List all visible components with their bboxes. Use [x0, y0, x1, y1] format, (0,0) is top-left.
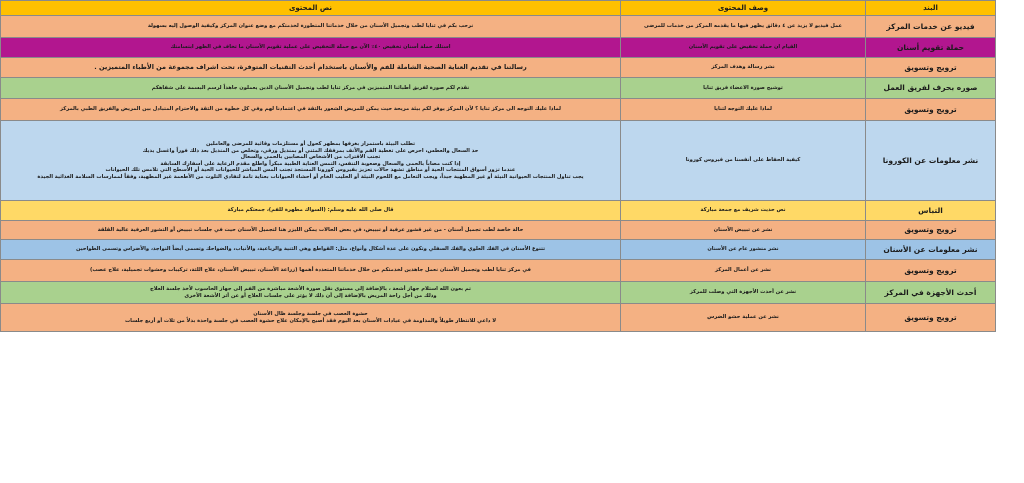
table-row: [1, 282, 996, 304]
cell-item[interactable]: ترويج وتسويق: [866, 221, 996, 240]
table-row: [1, 201, 996, 221]
cell-description[interactable]: نص حديث شريف مع جمعة مباركة: [621, 201, 866, 221]
cell-item[interactable]: ترويج وتسويق: [866, 260, 996, 282]
header-item[interactable]: البند: [866, 1, 996, 16]
cell-item[interactable]: ترويج وتسويق: [866, 58, 996, 78]
cell-text[interactable]: قال صلى الله عليه وسلم: (السواك مطهرة للفم)، جمعتكم مباركة: [1, 201, 621, 221]
cell-description[interactable]: نشر عن أحدث الأجهزة التي وصلت للمركز: [621, 282, 866, 304]
cell-text[interactable]: حالة خاصة لطب تجميل أسنان - من غير قشور عرفية أو تبييض، في بعض الحالات يمكن الليزر هنا لتجميل الأسنان حيث في جلسات تبييض أو التشور العرفية عالية القلقة: [1, 221, 621, 240]
cell-description[interactable]: نشر رسالة وهدف المركز: [621, 58, 866, 78]
cell-item[interactable]: التباس: [866, 201, 996, 221]
table-row: [1, 78, 996, 99]
table-row: [1, 16, 996, 38]
table-row: [1, 221, 996, 240]
cell-description[interactable]: توشيح صورة الاعضاء فريق ثنايا: [621, 78, 866, 99]
table-row: [1, 304, 996, 332]
header-text[interactable]: نص المحتوى: [1, 1, 621, 16]
cell-description[interactable]: لماذا عليك التوجه لثنايا: [621, 99, 866, 121]
cell-item[interactable]: نشر معلومات عن الأسنان: [866, 240, 996, 260]
cell-description[interactable]: نشر عن أعمال المركز: [621, 260, 866, 282]
cell-text[interactable]: نرحب بكم في ثنايا لطب وتجميل الأسنان من خلال خدماتنا المتطورة لخدمتكم مع وضع عنوان المركز وكيفية الوصول إليه بسهولة: [1, 16, 621, 38]
cell-text[interactable]: تطلب البيئة باستمرار بغرفها بمطهر كحول أو مستلزمات وقائية للمرضى والعاملين حد السعال والعطس، احرص على تغطية الفم والأنف بمرفقك المثني أو بمنديل ورقي، وتخلص من المنديل بعد ذلك فوراً واغسل يديك تجنب الاقتراب من الأشخاص المصابين بالحمى والسعال إذا كنت مصاباً بالحمى والسعال وصعوبة التنفس، التمس العناية الطبية مبكراً واطلع مقدم الرعاية على أسفارك السابقة عندما تزور أسواق المنتجات الحية أو مناطق تشهد حالات تعزيز بفيروس كورونا المستجد تجنب المس المباشر للحيوانات الحية أو الأسطح التي تلامس تلك الحيوانات يجب تناول المنتجات الحيوانية النيئة أو غير المطهية جيداً، ويجب التعامل مع اللحوم النيئة أو الحليب الخام أو أحشاء الحيوانات بعناية تامة لتفادي التلوث من الأطعمة غير المطهية، وفقاً لممارسات السلامة الغذائية الجيدة: [1, 121, 621, 201]
cell-text[interactable]: استلك حملة أسنان تخفيض ٤٠٪ الآن مع حملة التخفيض على عملية تقويم الأسنان ما تخاف في الظهر ابتسامتك: [1, 38, 621, 58]
table-row: [1, 99, 996, 121]
cell-text[interactable]: نقدم لكم صورة لفريق أطبائنا المتميزين في مركز ثنايا لطب وتجميل الأسنان الذين يعملون جاهداً لرسم البسمة على شفاهكم: [1, 78, 621, 99]
cell-description[interactable]: نشر عن عملية حشو الضرس: [621, 304, 866, 332]
header-description[interactable]: وصف المحتوى: [621, 1, 866, 16]
cell-text[interactable]: حشوة العصب في جلسة وجلسة ظال الأسنان لا داعي للانتظار طويلاً والمداومة في عيادات الأسنان بعد اليوم فقد أصبح بالإمكان علاج حشوة العصب في جلسة واحدة بدلاً من ثلاث أو أربع جلسات: [1, 304, 621, 332]
cell-text[interactable]: تتنوع الأسنان في الفك العلوي والفك السفلي وتكون على عدة أشكال وأنواع، مثل: القواطع وهي الثنية والرباعية، والأنياب، والضواحك وتسمى أيضاً النواجذ، والأضراس وتسمى الطواحين: [1, 240, 621, 260]
cell-item[interactable]: نشر معلومات عن الكورونا: [866, 121, 996, 201]
table-row: [1, 121, 996, 201]
header-row: [1, 1, 996, 16]
cell-item[interactable]: حملة تقويم أسنان: [866, 38, 996, 58]
cell-text[interactable]: في مركز ثنايا لطب وتجميل الأسنان نعمل جاهدين لخدمتكم من خلال خدماتنا المتعددة أهمها (زراعة الأسنان، تبييض الأسنان، علاج اللثة، تركيبات وحشوات تجميلية، علاج عصب): [1, 260, 621, 282]
cell-item[interactable]: ترويج وتسويق: [866, 99, 996, 121]
cell-item[interactable]: أحدث الأجهزة في المركز: [866, 282, 996, 304]
cell-text[interactable]: تم بعون الله استلام جهاز أشعة ، بالإضافة إلى مستوى نقل صورة الأشعة مباشرة من الفم إلى جهاز الحاسوب لأخذ جلسة العلاج وذلك من أجل راحة المريض بالإضافة إلى أن ذلك لا يؤثر على جلسات العلاج أو عن أثر الأشعة الأخرى: [1, 282, 621, 304]
cell-description[interactable]: كيفية الحفاظ على أنفسنا من فيروس كورونا: [621, 121, 866, 201]
cell-item[interactable]: ترويج وتسويق: [866, 304, 996, 332]
cell-item[interactable]: صوره بحرف لفريق العمل: [866, 78, 996, 99]
cell-description[interactable]: نشر منشور عام عن الأسنان: [621, 240, 866, 260]
table-row: [1, 240, 996, 260]
table-row: [1, 38, 996, 58]
cell-text[interactable]: لماذا عليك التوجه الى مركز ثنايا ؟ لأن المركز يوفر لكم بيئة مريحة حيث يمكن للمريض الشعور بالثقة في اعتمادنا لهم وفي كل خطوة من الثقة والاحترام المتبادل بين المريض والفريق الطبي بالمركز: [1, 99, 621, 121]
cell-description[interactable]: عمل فيديو لا يزيد عن ٤ دقائق يظهر فيها ما يقدمه المركز من خدمات للمرضى: [621, 16, 866, 38]
table-row: [1, 260, 996, 282]
cell-description[interactable]: القيام ان حملة تخفيض على تقويم الأسنان: [621, 38, 866, 58]
cell-text[interactable]: رسالتنا في تقديم العناية الصحية الشاملة للفم والأسنان باستخدام أحدث التقنيات المتوفرة، تحت اشراف مجموعة من الأطباء المتميزين .: [1, 58, 621, 78]
table-row: [1, 58, 996, 78]
cell-item[interactable]: فيديو عن خدمات المركز: [866, 16, 996, 38]
cell-description[interactable]: نشر عن تبييض الأسنان: [621, 221, 866, 240]
